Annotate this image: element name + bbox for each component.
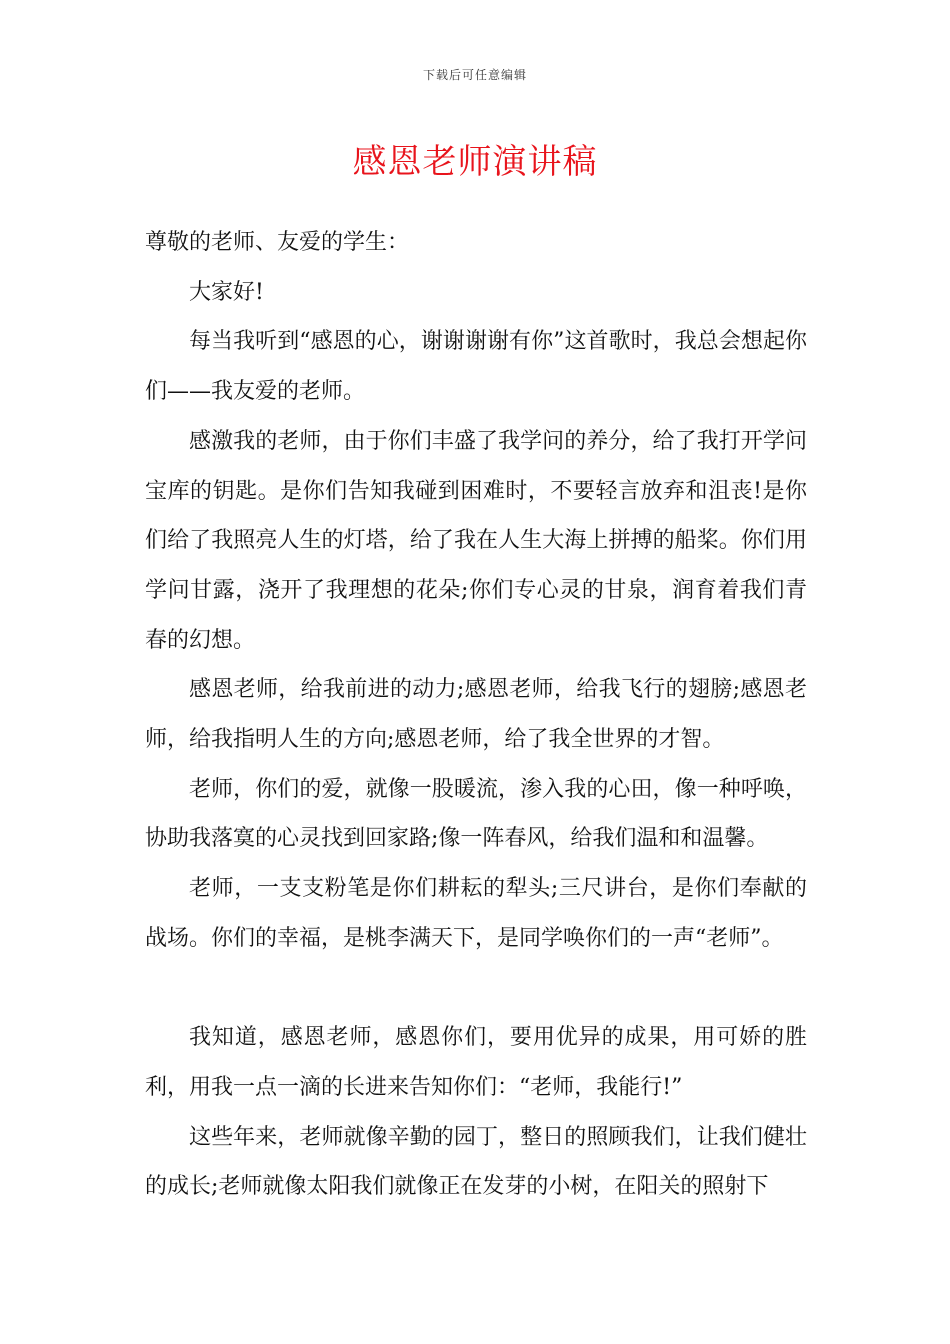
- paragraph: 老师，你们的爱，就像一股暖流，渗入我的心田，像一种呼唤，协助我落寞的心灵找到回家路;像一阵春风，给我们温和和温馨。: [145, 776, 807, 852]
- paragraph: 每当我听到“感恩的心，谢谢谢谢有你”这首歌时，我总会想起你们——我友爱的老师。: [145, 329, 807, 405]
- paragraph: 这些年来，老师就像辛勤的园丁，整日的照顾我们，让我们健壮的成长;老师就像太阳我们就像正在发芽的小树，在阳关的照射下: [145, 1124, 807, 1200]
- paragraph: 我知道，感恩老师，感恩你们，要用优异的成果，用可娇的胜利，用我一点一滴的长进来告知你们：“老师，我能行!”: [145, 1025, 807, 1100]
- paragraph-greeting: 大家好!: [189, 279, 264, 305]
- document-body: [145, 218, 807, 1212]
- document-title: 感恩老师演讲稿: [352, 142, 598, 182]
- paragraph: 感恩老师，给我前进的动力;感恩老师，给我飞行的翅膀;感恩老师，给我指明人生的方向;感恩老师，给了我全世界的才智。: [145, 677, 807, 753]
- salutation: 尊敬的老师、友爱的学生：: [145, 230, 410, 255]
- paragraph: 感激我的老师，由于你们丰盛了我学问的养分，给了我打开学问宝库的钥匙。是你们告知我碰到困难时，不要轻言放弃和沮丧!是你们给了我照亮人生的灯塔，给了我在人生大海上拼搏的船桨。你们用学问甘露，浇开了我理想的花朵;你们专心灵的甘泉，润育着我们青春的幻想。: [145, 428, 807, 653]
- paragraph-spacer: [145, 964, 807, 1014]
- header-note: 下载后可任意编辑: [422, 68, 527, 82]
- paragraph: 老师，一支支粉笔是你们耕耘的犁头;三尺讲台，是你们奉献的战场。你们的幸福，是桃李满天下，是同学唤你们的一声“老师”。: [145, 876, 807, 951]
